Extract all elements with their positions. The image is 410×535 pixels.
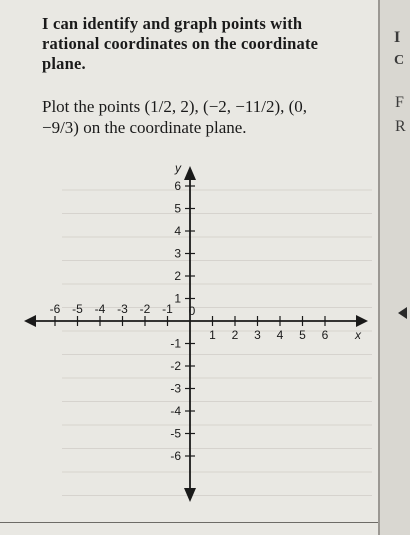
y-axis-up-arrow-icon xyxy=(184,166,196,180)
x-tick-label: -2 xyxy=(139,302,151,316)
x-tick-label: 5 xyxy=(299,328,306,342)
x-tick-label: 1 xyxy=(209,328,216,342)
y-tick-label: -1 xyxy=(170,336,181,351)
y-tick-label: 1 xyxy=(174,291,181,306)
origin-label: 0 xyxy=(188,304,196,318)
x-axis-left-arrow-icon xyxy=(24,315,36,327)
y-tick-label: -2 xyxy=(170,359,181,373)
edge-letter-3: F xyxy=(395,94,404,111)
adjacent-page-edge xyxy=(378,0,410,535)
x-tick-label: -3 xyxy=(117,302,128,316)
x-tick-label: 6 xyxy=(321,328,329,342)
x-tick-label: 2 xyxy=(231,328,239,342)
y-tick-label: 3 xyxy=(174,246,181,261)
x-tick-label: 4 xyxy=(276,328,284,342)
y-tick-label: -5 xyxy=(170,426,181,441)
y-tick-label: 4 xyxy=(174,224,181,238)
y-tick-label: 5 xyxy=(174,201,181,216)
y-tick-label: 6 xyxy=(174,179,181,193)
edge-letter-2: C xyxy=(394,53,405,68)
edge-letter-1: I xyxy=(394,29,401,46)
x-tick-label: -5 xyxy=(72,302,83,316)
x-tick-label: -4 xyxy=(94,302,106,316)
objective-line-3: plane. xyxy=(42,54,86,73)
y-tick-label: -3 xyxy=(170,381,181,396)
y-tick-label: 2 xyxy=(174,269,181,283)
x-axis-label: x xyxy=(355,328,361,342)
problem-line-2: −9/3) on the coordinate plane. xyxy=(42,118,247,137)
x-axis-right-arrow-icon xyxy=(356,315,368,327)
x-tick-label: -1 xyxy=(162,302,173,316)
x-tick-label: -6 xyxy=(49,302,61,316)
y-tick-label: -4 xyxy=(170,404,181,418)
objective-line-2: rational coordinates on the coordinate xyxy=(42,34,319,53)
edge-letter-4: R xyxy=(395,118,406,135)
y-axis-label: y xyxy=(175,161,181,175)
y-axis-down-arrow-icon xyxy=(184,488,196,502)
objective-line-1: I can identify and graph points with xyxy=(42,14,303,33)
left-arrow-icon xyxy=(398,307,407,319)
x-tick-label: 3 xyxy=(254,328,261,342)
page-rule xyxy=(0,522,378,523)
problem-line-1: Plot the points (1/2, 2), (−2, −11/2), (0, xyxy=(42,97,308,116)
y-tick-label: -6 xyxy=(170,449,181,463)
